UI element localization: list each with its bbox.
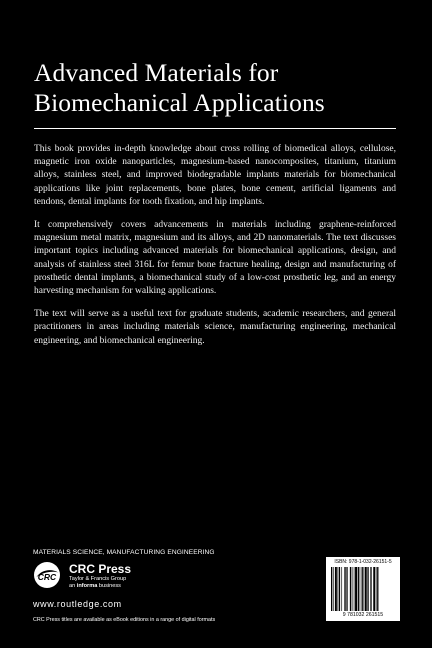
business-prefix: an xyxy=(69,583,76,589)
blurb-paragraph-3: The text will serve as a useful text for graduate students, academic researchers, and general practitioners in areas including materials science, manufacturing engineering, mechanical engineering, and biomechanical engineering. xyxy=(34,309,396,346)
barcode-number: 9 781032 261515 xyxy=(342,612,384,618)
publisher-name: CRC Press xyxy=(69,562,132,576)
business-suffix: business xyxy=(98,583,121,589)
book-title xyxy=(34,58,414,118)
website-url: www.routledge.com xyxy=(33,599,122,609)
crc-press-logo-icon xyxy=(33,561,61,589)
blurb-paragraph-2: It comprehensively covers advancements in materials including graphene-reinforced magnesium metal matrix, magnesium and its alloys, and 2D nanomaterials. The text discusses important topics including advanced materials for biomechanical applications, design, and analysis of stainless steel 316L for femur bone fracture healing, design and manufacturing of prosthetic dental implants, a biomechanical study of a low-cost prosthetic leg, and an energy harvesting mechanism for walking applications. xyxy=(34,220,396,297)
logo-text: CRC xyxy=(37,572,57,582)
title-divider xyxy=(34,128,396,129)
publisher-group: Taylor & Francis Group xyxy=(69,576,127,582)
barcode-panel xyxy=(326,557,400,621)
blurb-paragraph-1: This book provides in-depth knowledge about cross rolling of biomedical alloys, cellulose, magnetic iron oxide nanoparticles, magnesium-based nanocomposites, titanium, titanium alloys, stainless steel, and improved biodegradable implants materials for biomechanical applications like joint replacements, bone plates, bone cement, artificial ligaments and tendons, dental implants for tooth fixation, and hip implants. xyxy=(34,144,396,207)
blurb xyxy=(34,143,396,358)
isbn-text: ISBN: 978-1-032-26151-5 xyxy=(334,559,392,565)
title-line-1: Advanced Materials for xyxy=(34,58,279,87)
ebook-note: CRC Press titles are available as eBook editions in a range of digital formats xyxy=(33,617,216,623)
barcode-icon xyxy=(330,567,396,611)
publisher-business-line xyxy=(69,583,121,589)
subject-category: MATERIALS SCIENCE, MANUFACTURING ENGINEERING xyxy=(33,549,215,556)
title-line-2: Biomechanical Applications xyxy=(34,88,325,117)
business-name: informa xyxy=(76,583,98,589)
